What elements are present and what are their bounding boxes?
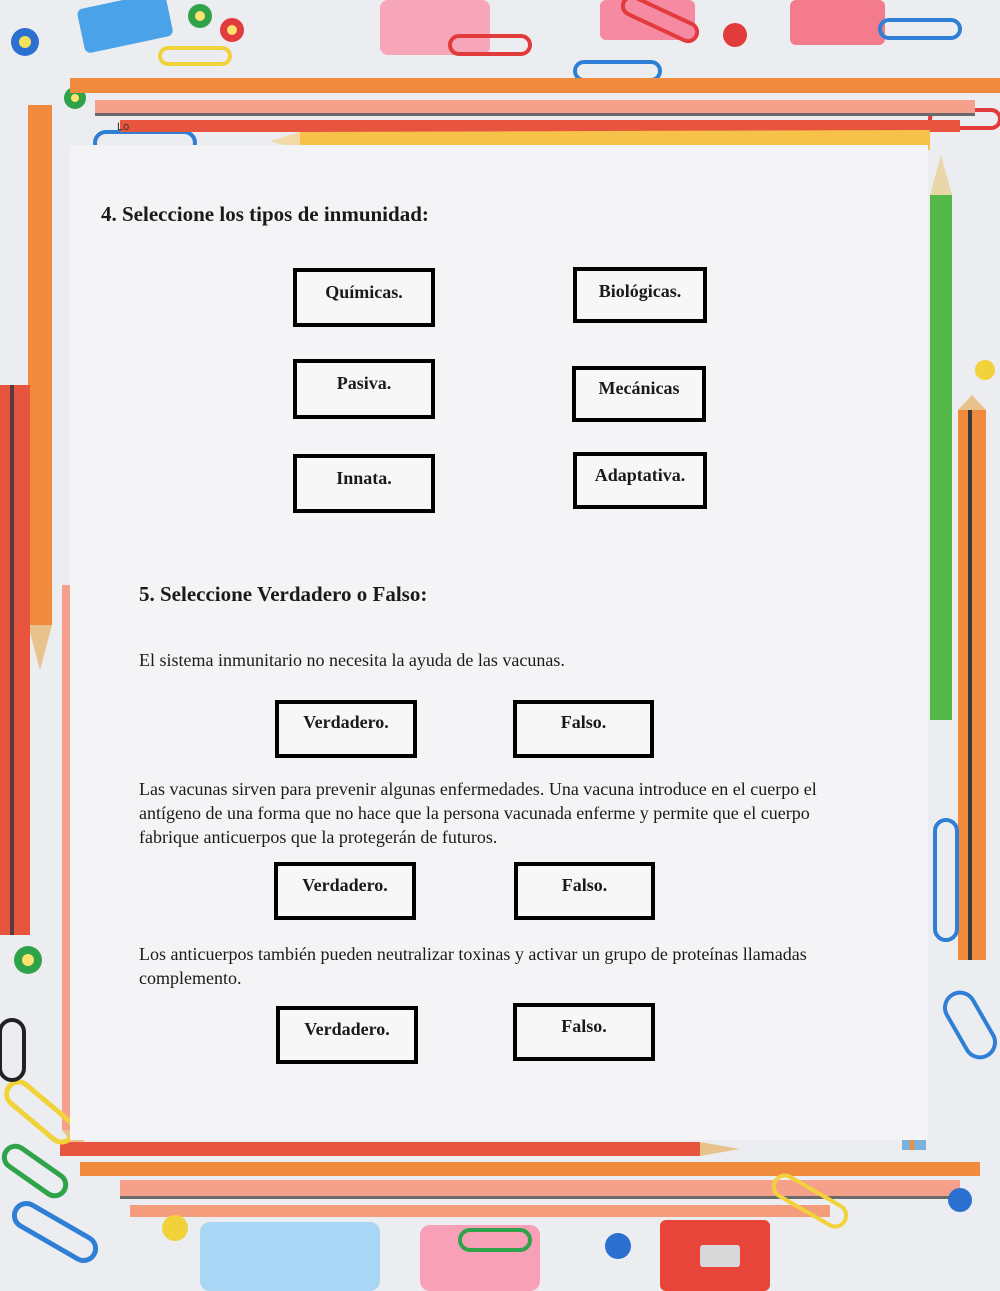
q4-option-mecanicas[interactable]	[572, 366, 706, 422]
false-label: Falso.	[560, 712, 607, 732]
true-label: Verdadero.	[303, 712, 389, 732]
q5-statement-3: Los anticuerpos también pueden neutralizar toxinas y activar un grupo de proteínas llamadas complemento.	[139, 944, 807, 988]
q4-option-label: Mecánicas	[598, 378, 680, 398]
q4-title: 4. Seleccione los tipos de inmunidad:	[101, 202, 429, 226]
q4-option-pasiva[interactable]	[293, 359, 435, 419]
q5-2-true-button[interactable]	[274, 862, 416, 920]
q5-2-false-button[interactable]	[514, 862, 655, 920]
q4-option-label: Químicas.	[325, 282, 403, 302]
q5-title: 5. Seleccione Verdadero o Falso:	[139, 582, 428, 606]
true-label: Verdadero.	[302, 875, 388, 895]
q4-option-innata[interactable]	[293, 454, 435, 513]
q4-option-quimicas[interactable]	[293, 268, 435, 327]
q4-option-biologicas[interactable]	[573, 267, 707, 323]
q5-statement-1: El sistema inmunitario no necesita la ayuda de las vacunas.	[139, 650, 565, 670]
q4-option-label: Adaptativa.	[594, 465, 686, 485]
true-label: Verdadero.	[304, 1019, 390, 1039]
q5-3-true-button[interactable]	[276, 1006, 418, 1064]
q5-1-true-button[interactable]	[275, 700, 417, 758]
q4-option-adaptativa[interactable]	[573, 452, 707, 509]
q4-option-label: Biológicas.	[598, 281, 682, 301]
q4-option-label: Innata.	[336, 468, 392, 488]
q5-statement-2: Las vacunas sirven para prevenir algunas enfermedades. Una vacuna introduce en el cuerpo el antígeno de una forma que no hace que la persona vacunada enferme y permite que el cuerpo fabrique anticuerpos que la protegerán de futuros.	[139, 779, 817, 847]
false-label: Falso.	[561, 1016, 607, 1036]
q5-3-false-button[interactable]	[513, 1003, 655, 1061]
q4-option-label: Pasiva.	[336, 373, 392, 393]
corner-text: Lo	[117, 121, 130, 133]
q5-1-false-button[interactable]	[513, 700, 654, 758]
false-label: Falso.	[561, 875, 608, 895]
